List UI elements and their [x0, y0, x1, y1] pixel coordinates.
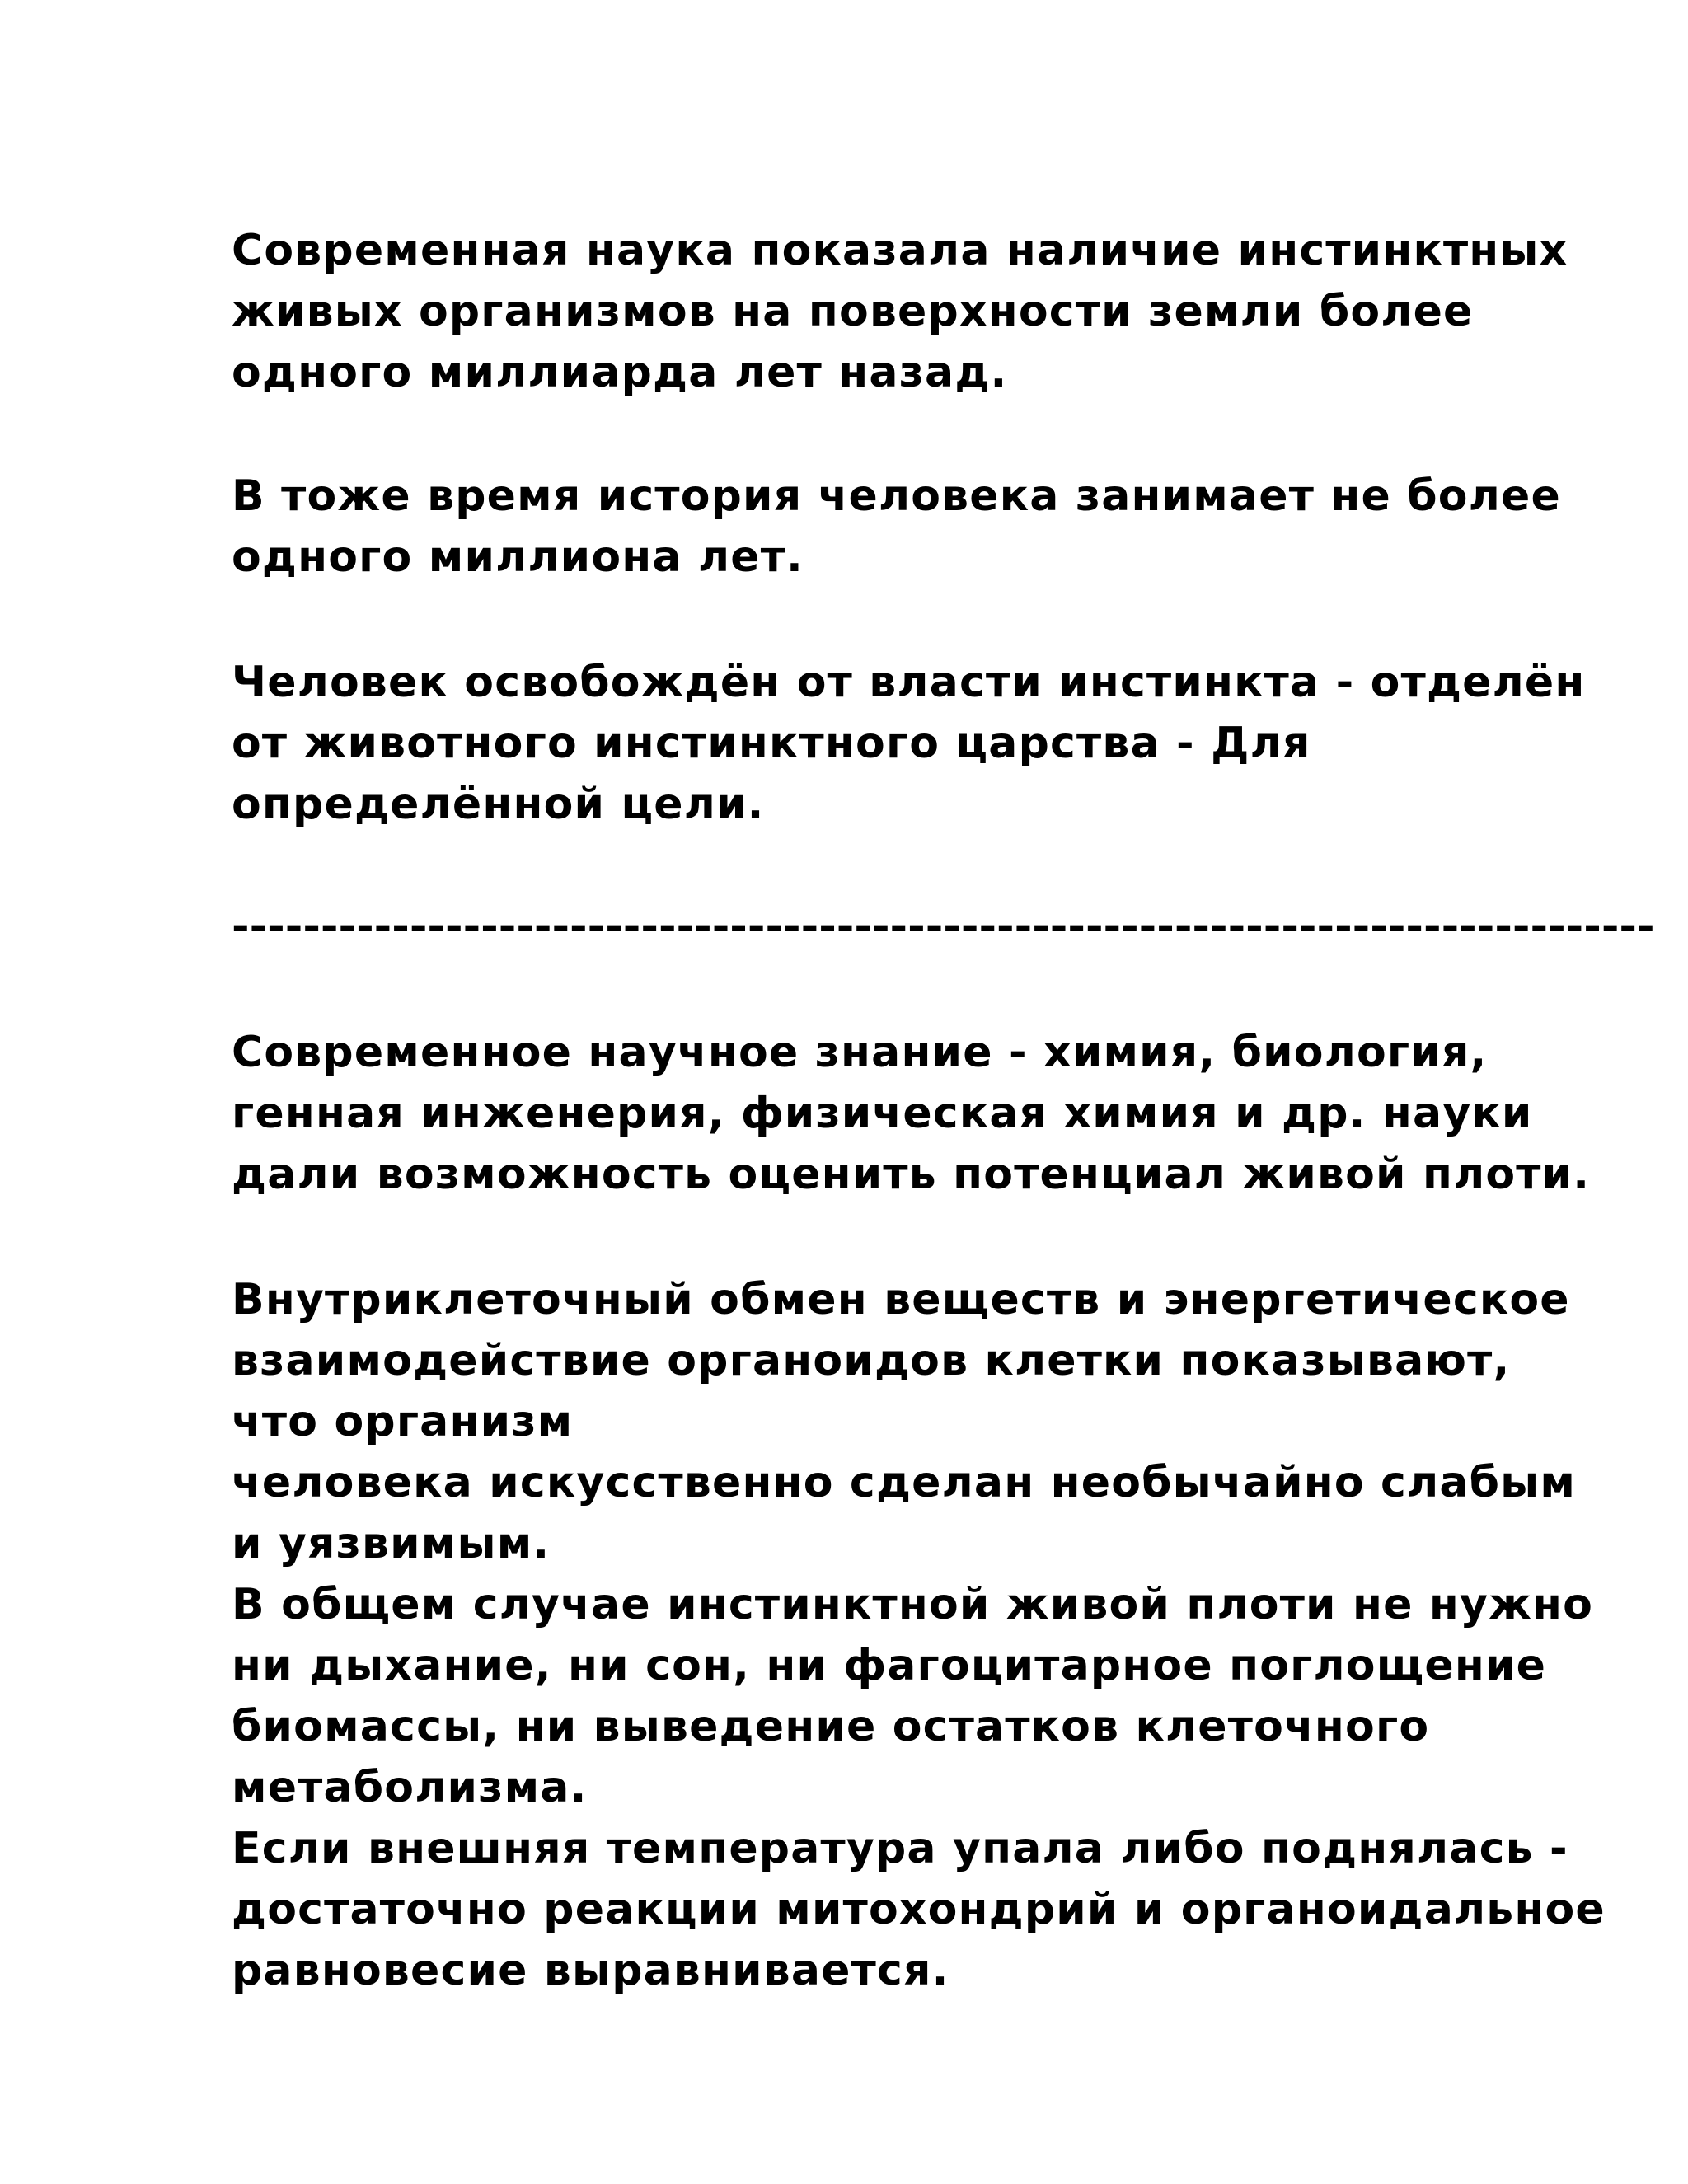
text-line: взаимодействие органоидов клетки показывают,: [232, 1336, 1511, 1385]
paragraph-3: [232, 652, 1586, 835]
text-line: биомассы, ни выведение остатков клеточного: [232, 1702, 1430, 1751]
text-line: ни дыхание, ни сон, ни фагоцитарное поглощение: [232, 1641, 1547, 1690]
paragraph-2: [232, 466, 1583, 588]
text-line: и уязвимым.: [232, 1519, 551, 1568]
text-line: от животного инстинктного царства - Для: [232, 719, 1311, 768]
text-line: живых организмов на поверхности земли более: [232, 287, 1474, 336]
dashed-divider: --------------------------------------------------------------------------------: [232, 902, 1655, 951]
text-line: Современное научное знание - химия, биология,: [232, 1028, 1488, 1077]
paragraph-4: [232, 1022, 1591, 1205]
text-line: Если внешняя температура упала либо поднялась -: [232, 1824, 1568, 1873]
text-line: Современная наука показала наличие инстинктных: [232, 226, 1568, 275]
text-line: достаточно реакции митохондрий и органоидальное: [232, 1885, 1606, 1934]
text-line: Человек освобождён от власти инстинкта - отделён: [232, 658, 1586, 707]
text-line: В общем случае инстинктной живой плоти не нужно: [232, 1580, 1594, 1629]
paragraph-1: [232, 220, 1583, 403]
text-line: В тоже время история человека занимает не более: [232, 471, 1561, 521]
text-line: дали возможность оценить потенциал живой плоти.: [232, 1150, 1591, 1199]
paragraph-5: [232, 1269, 1606, 2001]
text-line: одного миллиона лет.: [232, 532, 804, 582]
text-line: генная инженерия, физическая химия и др. науки: [232, 1089, 1533, 1138]
text-line: что организм: [232, 1397, 574, 1446]
text-line: метаболизма.: [232, 1763, 588, 1812]
text-line: определённой цели.: [232, 780, 765, 829]
text-line: равновесие выравнивается.: [232, 1946, 950, 1995]
text-line: одного миллиарда лет назад.: [232, 348, 1008, 397]
text-line: Внутриклеточный обмен веществ и энергетическое: [232, 1275, 1570, 1324]
text-line: человека искусственно сделан необычайно слабым: [232, 1458, 1577, 1507]
